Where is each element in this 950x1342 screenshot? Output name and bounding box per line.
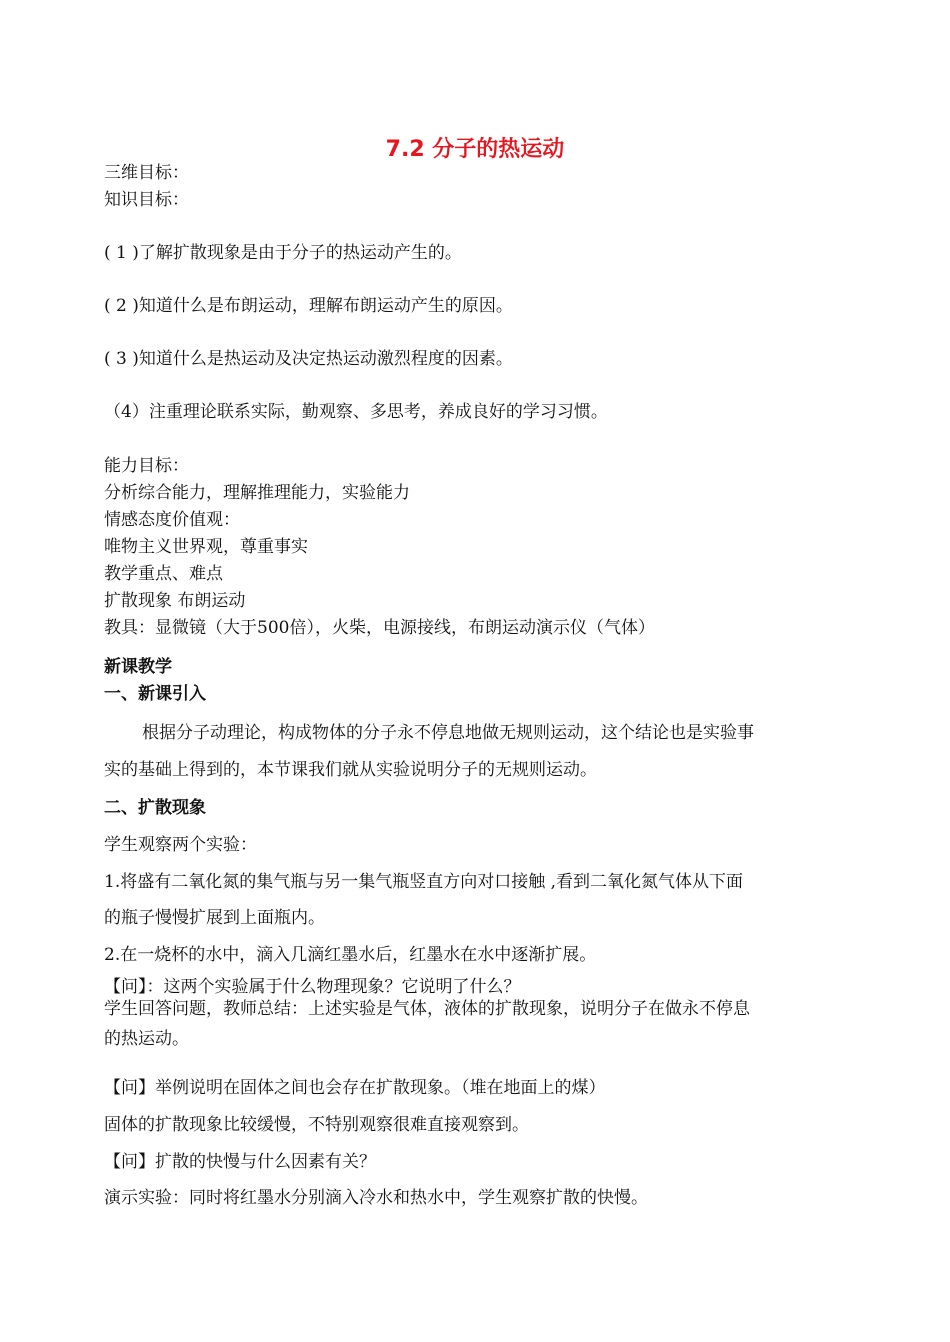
- section-heading-diffusion: 二、扩散现象: [104, 798, 206, 818]
- key-points-text: 扩散现象 布朗运动: [104, 591, 246, 611]
- teaching-aids-text: 教具：显微镜（大于500倍），火柴，电源接线，布朗运动演示仪（气体）: [104, 618, 655, 638]
- answer-summary-line-2: 的热运动。: [104, 1029, 189, 1049]
- objective-item-4: （4）注重理论联系实际，勤观察、多思考，养成良好的学习习惯。: [104, 402, 608, 422]
- answer-summary-line-1: 学生回答问题，教师总结：上述实验是气体，液体的扩散现象，说明分子在做永不停息: [104, 999, 750, 1019]
- section-heading-new-lesson: 新课教学: [104, 657, 172, 677]
- intro-paragraph-line-1: 根据分子动理论，构成物体的分子永不停息地做无规则运动，这个结论也是实验事: [142, 723, 754, 743]
- experiment-1-line-1: 1.将盛有二氧化氮的集气瓶与另一集气瓶竖直方向对口接触 ,看到二氧化氮气体从下面: [104, 872, 744, 892]
- subheading-key-points: 教学重点、难点: [104, 564, 223, 584]
- subheading-ability: 能力目标：: [104, 456, 189, 476]
- section-heading-objectives: 三维目标：: [104, 163, 189, 183]
- page-title: 7.2 分子的热运动: [385, 137, 565, 162]
- solid-diffusion-text: 固体的扩散现象比较缓慢，不特别观察很难直接观察到。: [104, 1115, 529, 1135]
- experiments-intro: 学生观察两个实验：: [104, 835, 257, 855]
- section-heading-introduction: 一、新课引入: [104, 684, 206, 704]
- objective-item-1: ( 1 )了解扩散现象是由于分子的热运动产生的。: [104, 243, 462, 263]
- demo-experiment-text: 演示实验：同时将红墨水分别滴入冷水和热水中，学生观察扩散的快慢。: [104, 1188, 648, 1208]
- objective-item-2: ( 2 )知道什么是布朗运动，理解布朗运动产生的原因。: [104, 296, 513, 316]
- question-2: 【问】举例说明在固体之间也会存在扩散现象。（堆在地面上的煤）: [104, 1078, 606, 1098]
- objective-item-3: ( 3 )知道什么是热运动及决定热运动激烈程度的因素。: [104, 349, 513, 369]
- subheading-attitude: 情感态度价值观：: [104, 510, 240, 530]
- experiment-1-line-2: 的瓶子慢慢扩展到上面瓶内。: [104, 908, 325, 928]
- subheading-knowledge: 知识目标：: [104, 190, 189, 210]
- question-3: 【问】扩散的快慢与什么因素有关？: [104, 1152, 376, 1172]
- experiment-2: 2.在一烧杯的水中，滴入几滴红墨水后，红墨水在水中逐渐扩展。: [104, 945, 597, 965]
- ability-text: 分析综合能力，理解推理能力，实验能力: [104, 483, 410, 503]
- question-1: 【问】：这两个实验属于什么物理现象？它说明了什么？: [104, 977, 521, 997]
- intro-paragraph-line-2: 实的基础上得到的，本节课我们就从实验说明分子的无规则运动。: [104, 760, 597, 780]
- attitude-text: 唯物主义世界观，尊重事实: [104, 537, 308, 557]
